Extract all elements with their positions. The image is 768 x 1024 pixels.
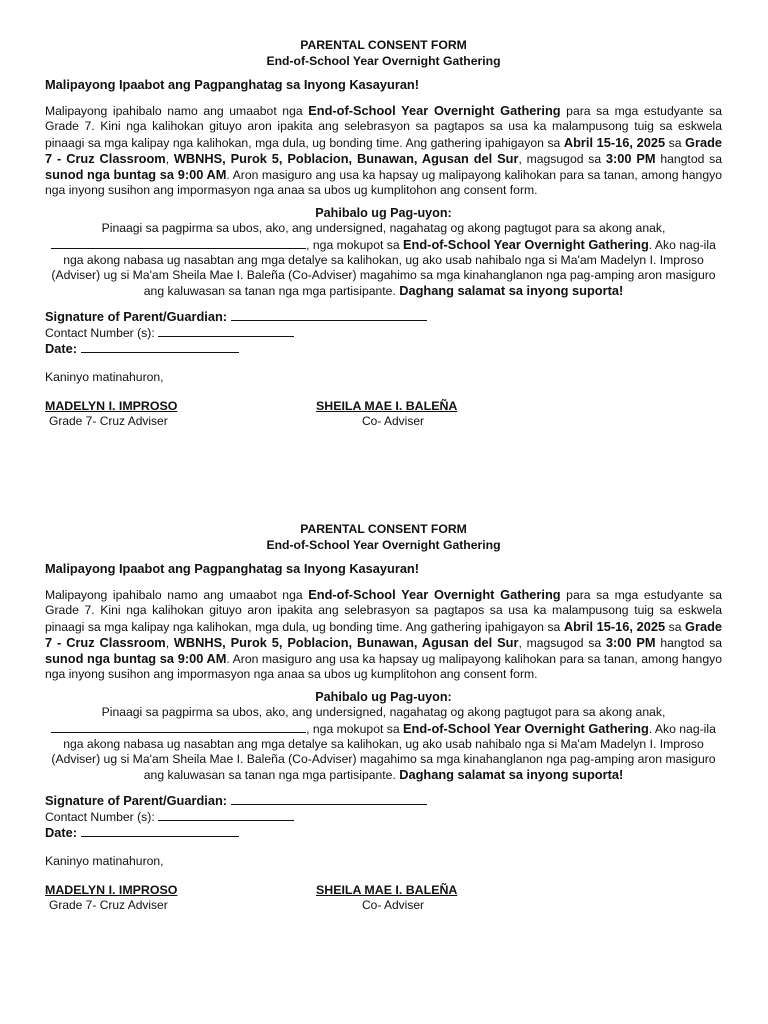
co-adviser-signature <box>316 883 457 913</box>
body-text: Malipayong ipahibalo namo ang umaabot nga <box>45 104 309 119</box>
greeting-heading: Malipayong Ipaabot ang Pagpanghatag sa Inyong Kasayuran! <box>45 77 420 92</box>
adviser-role: Grade 7- Cruz Adviser <box>49 414 168 429</box>
contact-blank[interactable] <box>158 809 294 821</box>
start-time: 3:00 PM <box>605 634 656 650</box>
body-text: hangtod sa <box>655 151 722 166</box>
signature-blank[interactable] <box>231 793 427 805</box>
event-dates: Abril 15-16, 2025 <box>563 618 666 634</box>
date-row <box>45 825 722 840</box>
form-subtitle: End-of-School Year Overnight Gathering <box>266 54 501 68</box>
agreement-text: . Ako nag-ila nga akong nabasa ug nasabtan ang mga detalye sa kalihokan, ug ako usab nahibalo nga si Ma'am Madelyn I. Improso (Adviser) ug si Ma'am Sheila Mae I. Baleña (Co-Adviser) magahimo sa mga kinahanglanon nga pag-amping aron masiguro ang kaluwasan sa tanan nga mga partisipante. <box>51 721 716 783</box>
form-title: PARENTAL CONSENT FORM <box>300 38 467 52</box>
signature-label: Signature of Parent/Guardian: <box>45 793 228 809</box>
adviser-signature <box>45 399 177 429</box>
contact-row <box>45 809 722 825</box>
signature-label: Signature of Parent/Guardian: <box>45 309 228 325</box>
body-text: hangtod sa <box>655 635 722 650</box>
signature-row <box>45 793 722 808</box>
child-name-blank[interactable] <box>51 721 306 733</box>
child-name-blank[interactable] <box>51 237 306 249</box>
event-venue: Grade 7 - Cruz Classroom <box>45 134 723 166</box>
thanks-text: Daghang salamat sa inyong suporta! <box>399 767 624 783</box>
end-time: sunod nga buntag sa 9:00 AM <box>45 651 227 667</box>
event-name: End-of-School Year Overnight Gathering <box>403 720 649 736</box>
body-text: para sa mga estudyante sa Grade 7. Kini nga kalihokan gituyo aron ipakita ang selebrasyon sa pagtapos sa usa ka malampusong tuig sa eskwela pinaagi sa mga kalipay nga kalihokan, mga dula, ug bonding time. Ang gathering ipahigayon sa <box>45 588 722 634</box>
agreement-paragraph <box>45 221 722 299</box>
consent-form-bottom <box>45 521 722 917</box>
date-blank[interactable] <box>81 825 239 837</box>
event-dates: Abril 15-16, 2025 <box>563 134 666 150</box>
signers-block <box>45 883 722 917</box>
body-text: , magsugod sa <box>518 151 606 166</box>
body-text: . Aron masiguro ang usa ka hapsay ug malipayong kalihokan para sa tanan, among hangyo nga inyong susihon ang impormasyon nga anaa sa ubos ug kumplitohon ang consent form. <box>45 652 722 682</box>
co-adviser-name: SHEILA MAE I. BALEÑA <box>316 883 458 898</box>
adviser-signature <box>45 883 177 913</box>
contact-label: Contact Number (s): <box>45 809 155 824</box>
co-adviser-role: Co- Adviser <box>362 414 425 429</box>
body-text: , <box>165 151 174 166</box>
announcement-paragraph <box>45 103 722 198</box>
end-time: sunod nga buntag sa 9:00 AM <box>45 167 227 183</box>
date-label: Date: <box>45 824 77 840</box>
contact-label: Contact Number (s): <box>45 325 155 340</box>
adviser-role: Grade 7- Cruz Adviser <box>49 898 168 913</box>
section-title: Pahibalo ug Pag-uyon: <box>315 206 452 221</box>
body-text: . Aron masiguro ang usa ka hapsay ug malipayong kalihokan para sa tanan, among hangyo nga inyong susihon ang impormasyon nga anaa sa ubos ug kumplitohon ang consent form. <box>45 168 722 198</box>
date-blank[interactable] <box>81 341 239 353</box>
co-adviser-role: Co- Adviser <box>362 898 425 913</box>
agreement-text: , nga mokupot sa <box>306 721 404 736</box>
contact-blank[interactable] <box>158 325 294 337</box>
greeting-heading: Malipayong Ipaabot ang Pagpanghatag sa Inyong Kasayuran! <box>45 561 420 576</box>
body-text: Malipayong ipahibalo namo ang umaabot nga <box>45 588 309 603</box>
adviser-name: MADELYN I. IMPROSO <box>45 883 178 898</box>
date-label: Date: <box>45 340 77 356</box>
contact-row <box>45 325 722 341</box>
co-adviser-signature <box>316 399 457 429</box>
body-text: , <box>165 635 174 650</box>
closing-text: Kaninyo matinahuron, <box>45 854 164 869</box>
adviser-name: MADELYN I. IMPROSO <box>45 399 178 414</box>
signature-row <box>45 309 722 324</box>
event-name: End-of-School Year Overnight Gathering <box>308 587 561 603</box>
announcement-paragraph <box>45 587 722 682</box>
event-venue: Grade 7 - Cruz Classroom <box>45 618 723 650</box>
body-text: para sa mga estudyante sa Grade 7. Kini nga kalihokan gituyo aron ipakita ang selebrasyon sa pagtapos sa usa ka malampusong tuig sa eskwela pinaagi sa mga kalipay nga kalihokan, mga dula, ug bonding time. Ang gathering ipahigayon sa <box>45 104 722 150</box>
start-time: 3:00 PM <box>605 150 656 166</box>
event-place: WBNHS, Purok 5, Poblacion, Bunawan, Agusan del Sur <box>173 150 519 166</box>
event-name: End-of-School Year Overnight Gathering <box>308 103 561 119</box>
form-subtitle: End-of-School Year Overnight Gathering <box>266 538 501 552</box>
form-title: PARENTAL CONSENT FORM <box>300 522 467 536</box>
co-adviser-name: SHEILA MAE I. BALEÑA <box>316 399 458 414</box>
agreement-paragraph <box>45 705 722 783</box>
body-text: , magsugod sa <box>518 635 606 650</box>
signers-block <box>45 399 722 433</box>
body-text: sa <box>665 135 686 150</box>
agreement-text: Pinaagi sa pagpirma sa ubos, ako, ang undersigned, nagahatag og akong pagtugot para sa akong anak, <box>101 705 666 720</box>
body-text: sa <box>665 619 686 634</box>
thanks-text: Daghang salamat sa inyong suporta! <box>399 283 624 299</box>
date-row <box>45 341 722 356</box>
consent-form-top <box>45 37 722 433</box>
event-name: End-of-School Year Overnight Gathering <box>403 236 649 252</box>
agreement-text: Pinaagi sa pagpirma sa ubos, ako, ang undersigned, nagahatag og akong pagtugot para sa akong anak, <box>101 221 666 236</box>
section-title: Pahibalo ug Pag-uyon: <box>315 690 452 705</box>
agreement-text: . Ako nag-ila nga akong nabasa ug nasabtan ang mga detalye sa kalihokan, ug ako usab nahibalo nga si Ma'am Madelyn I. Improso (Adviser) ug si Ma'am Sheila Mae I. Baleña (Co-Adviser) magahimo sa mga kinahanglanon nga pag-amping aron masiguro ang kaluwasan sa tanan nga mga partisipante. <box>51 237 716 299</box>
closing-text: Kaninyo matinahuron, <box>45 370 164 385</box>
event-place: WBNHS, Purok 5, Poblacion, Bunawan, Agusan del Sur <box>173 634 519 650</box>
agreement-text: , nga mokupot sa <box>306 237 404 252</box>
signature-blank[interactable] <box>231 309 427 321</box>
